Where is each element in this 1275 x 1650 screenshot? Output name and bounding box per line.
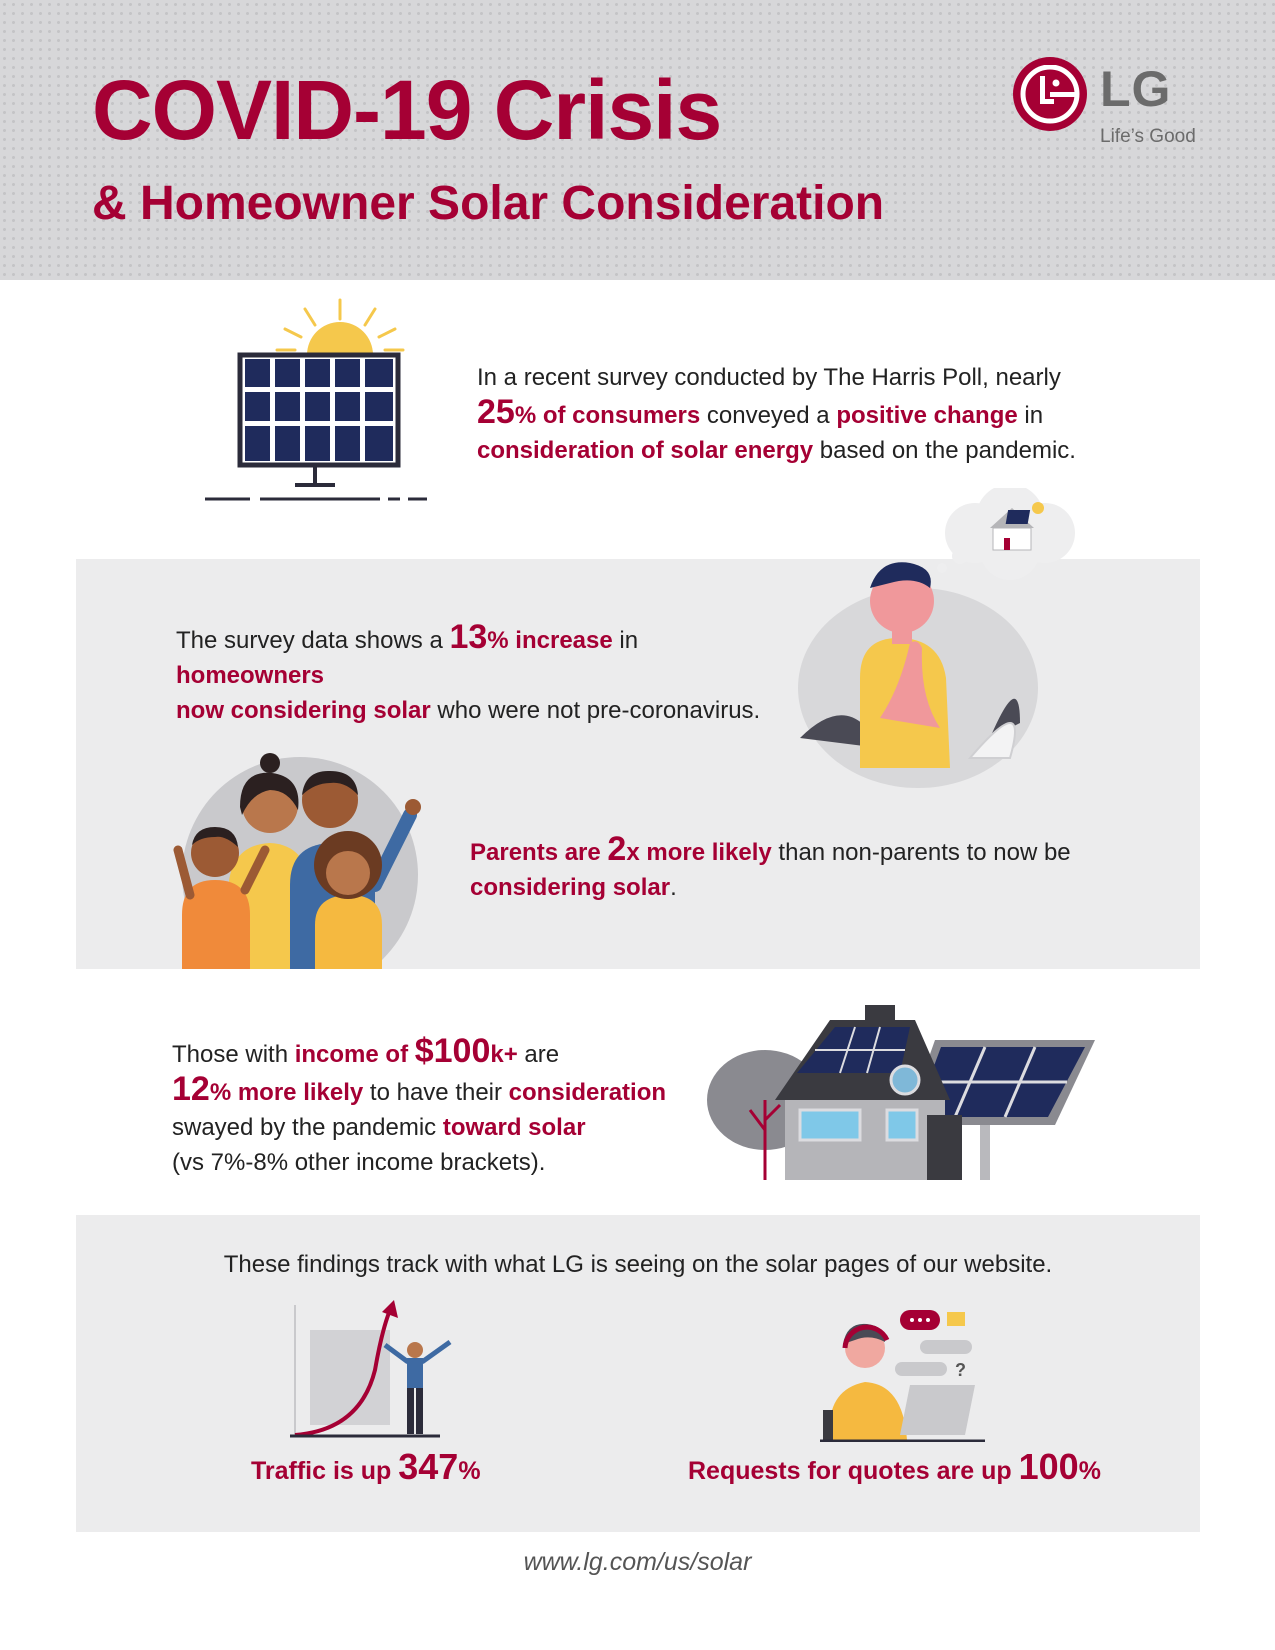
quotes-unit: % (1078, 1457, 1101, 1485)
section4-hl3: toward solar (442, 1114, 586, 1141)
family-illustration (170, 735, 460, 969)
section2-stat: 13 (449, 618, 488, 656)
section4-stat-suffix: k+ (490, 1041, 518, 1068)
section2-text (176, 620, 776, 728)
section1-line1: In a recent survey conducted by The Harris Poll, nearly (477, 364, 1061, 391)
section4-stat2: 12 (172, 1070, 210, 1108)
section2-hl1: homeowners (176, 662, 325, 689)
quote-requests-illustration (815, 1310, 990, 1442)
header-banner (0, 0, 1275, 280)
lg-logo-icon (1012, 56, 1088, 132)
section3-mid: than non-parents to now be (771, 839, 1071, 866)
section3-hl-pre: Parents are (470, 839, 608, 866)
section4-stat2-suffix: % more likely (209, 1079, 364, 1106)
website-url[interactable]: www.lg.com/us/solar (523, 1548, 752, 1576)
section2-pre: The survey data shows a (176, 627, 450, 654)
section3-hl2: considering solar (470, 874, 671, 901)
section4-pre: Those with (172, 1041, 295, 1068)
section4-line4: (vs 7%-8% other income brackets). (172, 1149, 546, 1176)
section4-hl1: income of (294, 1041, 415, 1068)
section4-stat: $100 (414, 1032, 491, 1070)
section3-stat: 2 (607, 830, 627, 868)
section5-intro: These findings track with what LG is seeing on the solar pages of our website. (223, 1251, 1053, 1278)
section1-stat: 25 (477, 393, 515, 431)
section2-stat-suffix: % increase (487, 627, 613, 654)
section1-mid: conveyed a (700, 402, 837, 429)
quotes-label: Requests for quotes are up (688, 1457, 1019, 1485)
section1-text (477, 360, 1077, 468)
traffic-growth-illustration (290, 1300, 470, 1440)
page-title: COVID-19 Crisis (92, 63, 722, 157)
thinking-person-illustration (790, 488, 1100, 798)
logo-wordmark: LG (1100, 61, 1172, 117)
section1-mid2: in (1017, 402, 1044, 429)
logo-tagline: Life’s Good (1100, 126, 1196, 147)
lg-logo (1012, 56, 1202, 156)
traffic-unit: % (458, 1457, 481, 1485)
svg-text:?: ? (955, 1360, 966, 1380)
traffic-label: Traffic is up (251, 1457, 399, 1485)
section1-hl2: consideration of solar energy (477, 437, 814, 464)
section3-text (470, 832, 1110, 905)
section2-mid: in (612, 627, 639, 654)
traffic-stat (251, 1446, 481, 1488)
section2-end: who were not pre-coronavirus. (430, 697, 761, 724)
section4-hl2: consideration (508, 1079, 667, 1106)
section3-stat-suffix: x more likely (626, 839, 772, 866)
section1-stat-suffix: % of consumers (514, 402, 701, 429)
section4-text (172, 1034, 692, 1180)
solar-house-illustration (705, 1005, 1105, 1180)
traffic-value: 347 (398, 1446, 459, 1487)
page-subtitle: & Homeowner Solar Consideration (92, 177, 885, 230)
section4-mid2: to have their (363, 1079, 509, 1106)
quotes-value: 100 (1018, 1446, 1079, 1487)
section1-hl1: positive change (836, 402, 1018, 429)
section2-hl2: now considering solar (176, 697, 431, 724)
section1-end: based on the pandemic. (813, 437, 1076, 464)
section3-end: . (670, 874, 677, 901)
quotes-stat (688, 1446, 1101, 1488)
section4-line3-pre: swayed by the pandemic (172, 1114, 443, 1141)
section4-mid: are (517, 1041, 560, 1068)
solar-panel-illustration (205, 295, 430, 505)
